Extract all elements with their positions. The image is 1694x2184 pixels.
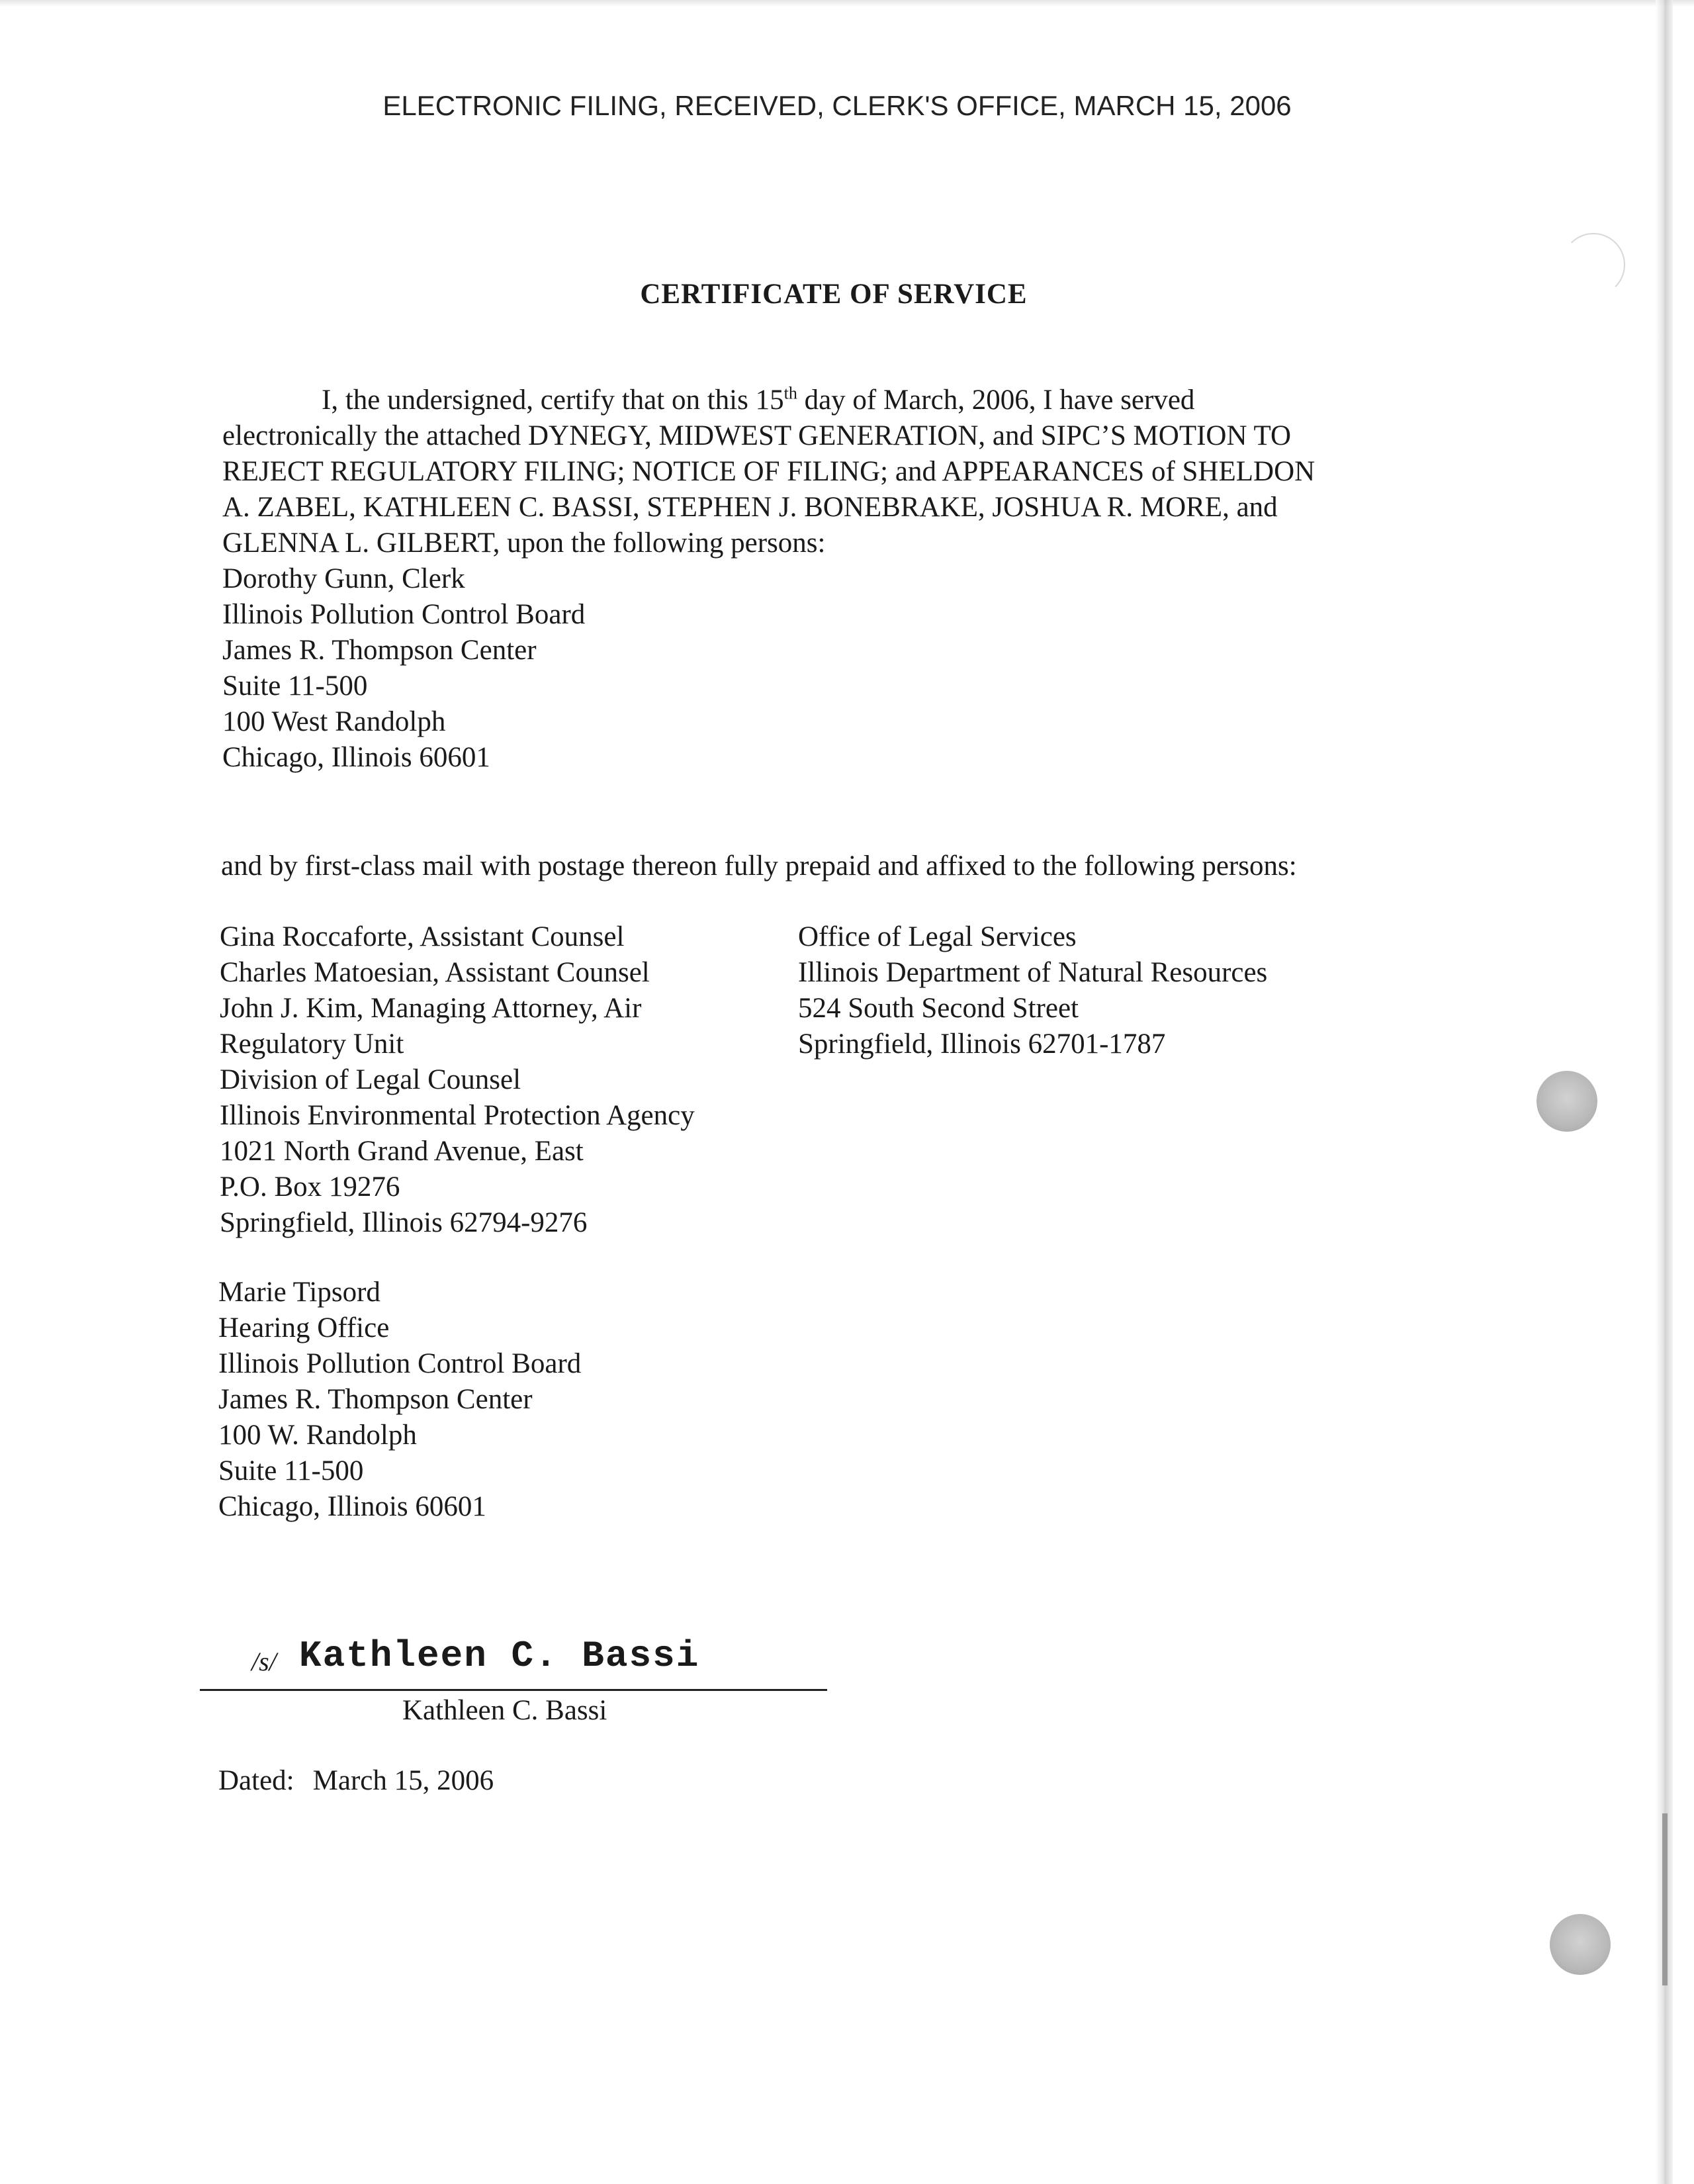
address-line: P.O. Box 19276 [220,1171,400,1203]
intro-text: day of March, 2006, I have served [797,385,1195,416]
mail-service-statement: and by first-class mail with postage thereon fully prepaid and affixed to the following persons: [221,850,1297,882]
filing-stamp: ELECTRONIC FILING, RECEIVED, CLERK'S OFFICE, MARCH 15, 2006 [382,90,1292,121]
signature-prefix: /s/ [251,1647,277,1676]
address-line: Suite 11-500 [218,1455,364,1486]
address-line: Illinois Pollution Control Board [218,1348,582,1379]
recipient-hearing-office-address [218,1275,581,1525]
address-line: 100 W. Randolph [218,1420,417,1451]
intro-line-2: electronically the attached DYNEGY, MIDWEST GENERATION, and SIPC’S MOTION TO [222,420,1292,451]
address-line: Chicago, Illinois 60601 [222,742,490,773]
intro-line-3: REJECT REGULATORY FILING; NOTICE OF FILING; and APPEARANCES of SHELDON [222,456,1315,487]
address-line: Suite 11-500 [222,670,368,702]
scan-edge-shadow [1662,1813,1668,1985]
ordinal-suffix: th [783,383,797,403]
address-line: Springfield, Illinois 62701-1787 [798,1028,1166,1060]
page-title: CERTIFICATE OF SERVICE [640,279,1028,310]
certification-paragraph [222,383,1466,776]
signer-printed-name: Kathleen C. Bassi [402,1695,607,1726]
intro-line-4: A. ZABEL, KATHLEEN C. BASSI, STEPHEN J. BONEBRAKE, JOSHUA R. MORE, and [222,492,1278,523]
address-line: Illinois Department of Natural Resources [798,957,1268,988]
intro-text: I, the undersigned, certify that on this 15 [322,385,784,416]
electronic-recipient-address [222,561,1466,776]
address-line: 1021 North Grand Avenue, East [220,1136,584,1167]
dated-value: March 15, 2006 [312,1765,494,1796]
signature-line [200,1689,827,1691]
address-line: James R. Thompson Center [218,1384,533,1415]
address-line: Charles Matoesian, Assistant Counsel [220,957,650,988]
punch-hole [1550,1914,1611,1975]
date-line [218,1763,494,1799]
address-line: Division of Legal Counsel [220,1064,521,1095]
address-line: Marie Tipsord [218,1277,380,1308]
address-line: Hearing Office [218,1312,390,1343]
address-line: Office of Legal Services [798,921,1077,952]
intro-line-5: GLENNA L. GILBERT, upon the following persons: [222,527,826,559]
address-line: Dorothy Gunn, Clerk [222,563,465,594]
address-line: 524 South Second Street [798,993,1079,1024]
address-line: Chicago, Illinois 60601 [218,1491,486,1522]
address-line: James R. Thompson Center [222,635,537,666]
scan-top-edge [0,0,1694,7]
address-line: Illinois Pollution Control Board [222,599,586,630]
address-line: Illinois Environmental Protection Agency [220,1100,695,1131]
address-line: Springfield, Illinois 62794-9276 [220,1207,588,1238]
dated-label: Dated: [218,1765,294,1796]
intro-line-1 [222,383,1466,418]
punch-hole [1537,1071,1597,1132]
electronic-signature: Kathleen C. Bassi [299,1635,700,1677]
address-line: John J. Kim, Managing Attorney, Air [220,993,642,1024]
address-line: 100 West Randolph [222,706,446,737]
recipient-iepa-address [220,919,695,1241]
address-line: Regulatory Unit [220,1028,404,1060]
address-line: Gina Roccaforte, Assistant Counsel [220,921,625,952]
recipient-idnr-address [798,919,1267,1062]
